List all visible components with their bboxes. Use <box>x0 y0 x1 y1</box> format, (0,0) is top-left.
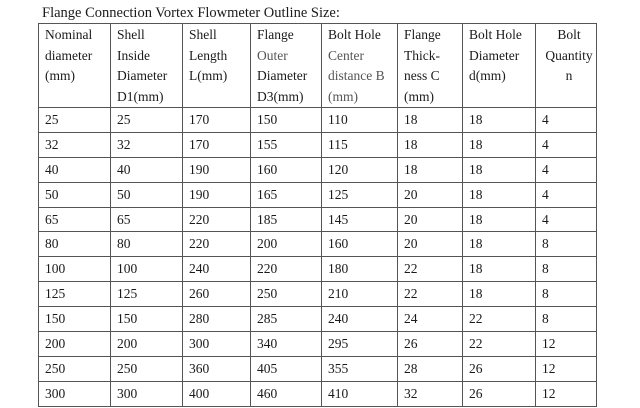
column-header-line: Length <box>189 47 228 63</box>
table-cell-bolt-hole-center-distance: 115 <box>322 132 398 157</box>
table-cell-shell-length: 360 <box>183 356 251 381</box>
table-cell-bolt-hole-diameter: 18 <box>463 207 536 232</box>
table-cell-bolt-hole-diameter: 18 <box>463 132 536 157</box>
table-cell-shell-inside-diameter: 200 <box>111 332 183 357</box>
table-cell-flange-thickness: 22 <box>398 257 463 282</box>
table-cell-shell-inside-diameter: 125 <box>111 282 183 307</box>
table-cell-shell-inside-diameter: 40 <box>111 157 183 182</box>
table-cell-bolt-quantity: 12 <box>536 381 597 406</box>
column-header-line: L(mm) <box>189 68 228 83</box>
table-row <box>39 157 597 182</box>
table-cell-flange-outer-diameter: 340 <box>251 332 322 357</box>
table-cell-shell-length: 170 <box>183 132 251 157</box>
table-cell-shell-inside-diameter: 150 <box>111 307 183 332</box>
header-row <box>39 24 597 108</box>
table-cell-bolt-hole-diameter: 22 <box>463 307 536 332</box>
table-cell-bolt-hole-diameter: 22 <box>463 332 536 357</box>
column-header-line: n <box>565 68 573 83</box>
table-row <box>39 332 597 357</box>
column-header-line: d(mm) <box>469 68 506 83</box>
table-cell-nominal-diameter: 300 <box>39 381 111 406</box>
table-cell-shell-inside-diameter: 65 <box>111 207 183 232</box>
column-header-line: Bolt <box>557 27 581 42</box>
table-row <box>39 108 597 133</box>
table-row <box>39 282 597 307</box>
table-cell-nominal-diameter: 50 <box>39 182 111 207</box>
table-cell-bolt-hole-center-distance: 355 <box>322 356 398 381</box>
table-cell-nominal-diameter: 250 <box>39 356 111 381</box>
table-cell-bolt-hole-center-distance: 160 <box>322 232 398 257</box>
table-cell-flange-thickness: 18 <box>398 157 463 182</box>
column-header-bolt-hole-diameter <box>463 24 536 108</box>
table-cell-bolt-hole-diameter: 26 <box>463 356 536 381</box>
table-cell-bolt-quantity: 4 <box>536 157 597 182</box>
table-cell-bolt-hole-center-distance: 295 <box>322 332 398 357</box>
table-cell-bolt-hole-center-distance: 125 <box>322 182 398 207</box>
column-header-line: Bolt Hole <box>469 27 522 42</box>
table-cell-flange-thickness: 18 <box>398 108 463 133</box>
table-cell-flange-outer-diameter: 200 <box>251 232 322 257</box>
table-cell-nominal-diameter: 32 <box>39 132 111 157</box>
table-cell-shell-inside-diameter: 80 <box>111 232 183 257</box>
table-cell-shell-inside-diameter: 100 <box>111 257 183 282</box>
table-cell-bolt-quantity: 8 <box>536 282 597 307</box>
table-cell-flange-outer-diameter: 405 <box>251 356 322 381</box>
column-header-line: diameter <box>45 47 93 63</box>
table-cell-flange-thickness: 20 <box>398 182 463 207</box>
column-header-line: Nominal <box>45 27 93 42</box>
table-title: Flange Connection Vortex Flowmeter Outline Size: <box>42 5 340 21</box>
column-header-line: Inside <box>117 47 150 63</box>
table-cell-nominal-diameter: 200 <box>39 332 111 357</box>
table-cell-shell-length: 170 <box>183 108 251 133</box>
table-cell-shell-length: 190 <box>183 157 251 182</box>
table-row <box>39 307 597 332</box>
table-row <box>39 232 597 257</box>
table-header <box>39 24 597 108</box>
table-cell-bolt-hole-center-distance: 410 <box>322 381 398 406</box>
table-row <box>39 182 597 207</box>
table-cell-shell-inside-diameter: 50 <box>111 182 183 207</box>
column-header-line: (mm) <box>328 88 358 104</box>
table-cell-shell-length: 240 <box>183 257 251 282</box>
table-cell-bolt-hole-center-distance: 240 <box>322 307 398 332</box>
table-cell-flange-thickness: 26 <box>398 332 463 357</box>
table-cell-flange-outer-diameter: 165 <box>251 182 322 207</box>
table-cell-bolt-hole-diameter: 18 <box>463 232 536 257</box>
table-cell-nominal-diameter: 100 <box>39 257 111 282</box>
table-cell-flange-outer-diameter: 150 <box>251 108 322 133</box>
table-cell-bolt-quantity: 4 <box>536 108 597 133</box>
table-cell-bolt-quantity: 4 <box>536 207 597 232</box>
table-cell-bolt-hole-center-distance: 210 <box>322 282 398 307</box>
table-cell-bolt-quantity: 12 <box>536 356 597 381</box>
column-header-line: Thick- <box>404 47 440 63</box>
table-cell-shell-length: 220 <box>183 207 251 232</box>
column-header-line: D3(mm) <box>257 88 304 104</box>
table-cell-shell-inside-diameter: 32 <box>111 132 183 157</box>
column-header-line: Flange <box>404 27 441 42</box>
column-header-line: Quantity <box>545 47 593 63</box>
table-cell-flange-outer-diameter: 160 <box>251 157 322 182</box>
table-cell-flange-thickness: 20 <box>398 207 463 232</box>
column-header-flange-outer-diameter <box>251 24 322 108</box>
column-header-line: (mm) <box>45 68 75 83</box>
table-cell-flange-thickness: 20 <box>398 232 463 257</box>
table-cell-bolt-hole-diameter: 18 <box>463 157 536 182</box>
outline-size-table <box>38 23 597 407</box>
table-cell-flange-thickness: 22 <box>398 282 463 307</box>
table-cell-bolt-hole-center-distance: 145 <box>322 207 398 232</box>
column-header-line: Shell <box>117 27 145 42</box>
column-header-line: Diameter <box>117 68 168 83</box>
table-cell-bolt-hole-diameter: 18 <box>463 182 536 207</box>
table-row <box>39 207 597 232</box>
table-cell-shell-inside-diameter: 250 <box>111 356 183 381</box>
table-cell-bolt-quantity: 4 <box>536 132 597 157</box>
table-cell-flange-thickness: 18 <box>398 132 463 157</box>
column-header-line: Shell <box>189 27 217 42</box>
table-cell-shell-length: 220 <box>183 232 251 257</box>
column-header-shell-length <box>183 24 251 108</box>
table-cell-shell-inside-diameter: 25 <box>111 108 183 133</box>
column-header-bolt-hole-center-distance <box>322 24 398 108</box>
column-header-line: ness C <box>404 68 440 83</box>
table-cell-bolt-hole-center-distance: 180 <box>322 257 398 282</box>
column-header-line: D1(mm) <box>117 88 164 104</box>
column-header-bolt-quantity <box>536 24 597 108</box>
table-cell-nominal-diameter: 65 <box>39 207 111 232</box>
table-cell-flange-outer-diameter: 220 <box>251 257 322 282</box>
column-header-nominal-diameter <box>39 24 111 108</box>
table-cell-flange-outer-diameter: 460 <box>251 381 322 406</box>
table-cell-bolt-quantity: 8 <box>536 257 597 282</box>
table-cell-flange-thickness: 24 <box>398 307 463 332</box>
table-cell-bolt-hole-diameter: 18 <box>463 257 536 282</box>
table-cell-flange-thickness: 32 <box>398 381 463 406</box>
column-header-line: distance B <box>328 68 385 83</box>
table-row <box>39 381 597 406</box>
table-cell-bolt-hole-diameter: 18 <box>463 282 536 307</box>
column-header-line: Center <box>328 47 364 63</box>
column-header-line: (mm) <box>404 88 434 104</box>
column-header-line: Diameter <box>469 47 520 63</box>
table-cell-flange-thickness: 28 <box>398 356 463 381</box>
table-cell-nominal-diameter: 150 <box>39 307 111 332</box>
table-cell-shell-length: 190 <box>183 182 251 207</box>
table-cell-shell-length: 300 <box>183 332 251 357</box>
table-cell-flange-outer-diameter: 155 <box>251 132 322 157</box>
table-row <box>39 356 597 381</box>
table-cell-shell-length: 400 <box>183 381 251 406</box>
table-cell-bolt-quantity: 4 <box>536 182 597 207</box>
table-cell-shell-length: 260 <box>183 282 251 307</box>
table-row <box>39 132 597 157</box>
column-header-line: Bolt Hole <box>328 27 381 42</box>
table-cell-bolt-quantity: 8 <box>536 232 597 257</box>
table-body <box>39 108 597 407</box>
table-cell-nominal-diameter: 25 <box>39 108 111 133</box>
table-row <box>39 257 597 282</box>
table-cell-bolt-hole-center-distance: 110 <box>322 108 398 133</box>
table-cell-shell-length: 280 <box>183 307 251 332</box>
table-cell-bolt-quantity: 12 <box>536 332 597 357</box>
table-cell-flange-outer-diameter: 285 <box>251 307 322 332</box>
table-cell-nominal-diameter: 40 <box>39 157 111 182</box>
column-header-flange-thickness <box>398 24 463 108</box>
table-cell-bolt-quantity: 8 <box>536 307 597 332</box>
column-header-line: Diameter <box>257 68 308 83</box>
table-cell-bolt-hole-center-distance: 120 <box>322 157 398 182</box>
table-cell-nominal-diameter: 80 <box>39 232 111 257</box>
table-cell-flange-outer-diameter: 250 <box>251 282 322 307</box>
table-cell-shell-inside-diameter: 300 <box>111 381 183 406</box>
table-cell-nominal-diameter: 125 <box>39 282 111 307</box>
table-cell-flange-outer-diameter: 185 <box>251 207 322 232</box>
column-header-line: Outer <box>257 47 288 63</box>
table-cell-bolt-hole-diameter: 26 <box>463 381 536 406</box>
column-header-line: Flange <box>257 27 294 42</box>
table-cell-bolt-hole-diameter: 18 <box>463 108 536 133</box>
column-header-shell-inside-diameter <box>111 24 183 108</box>
